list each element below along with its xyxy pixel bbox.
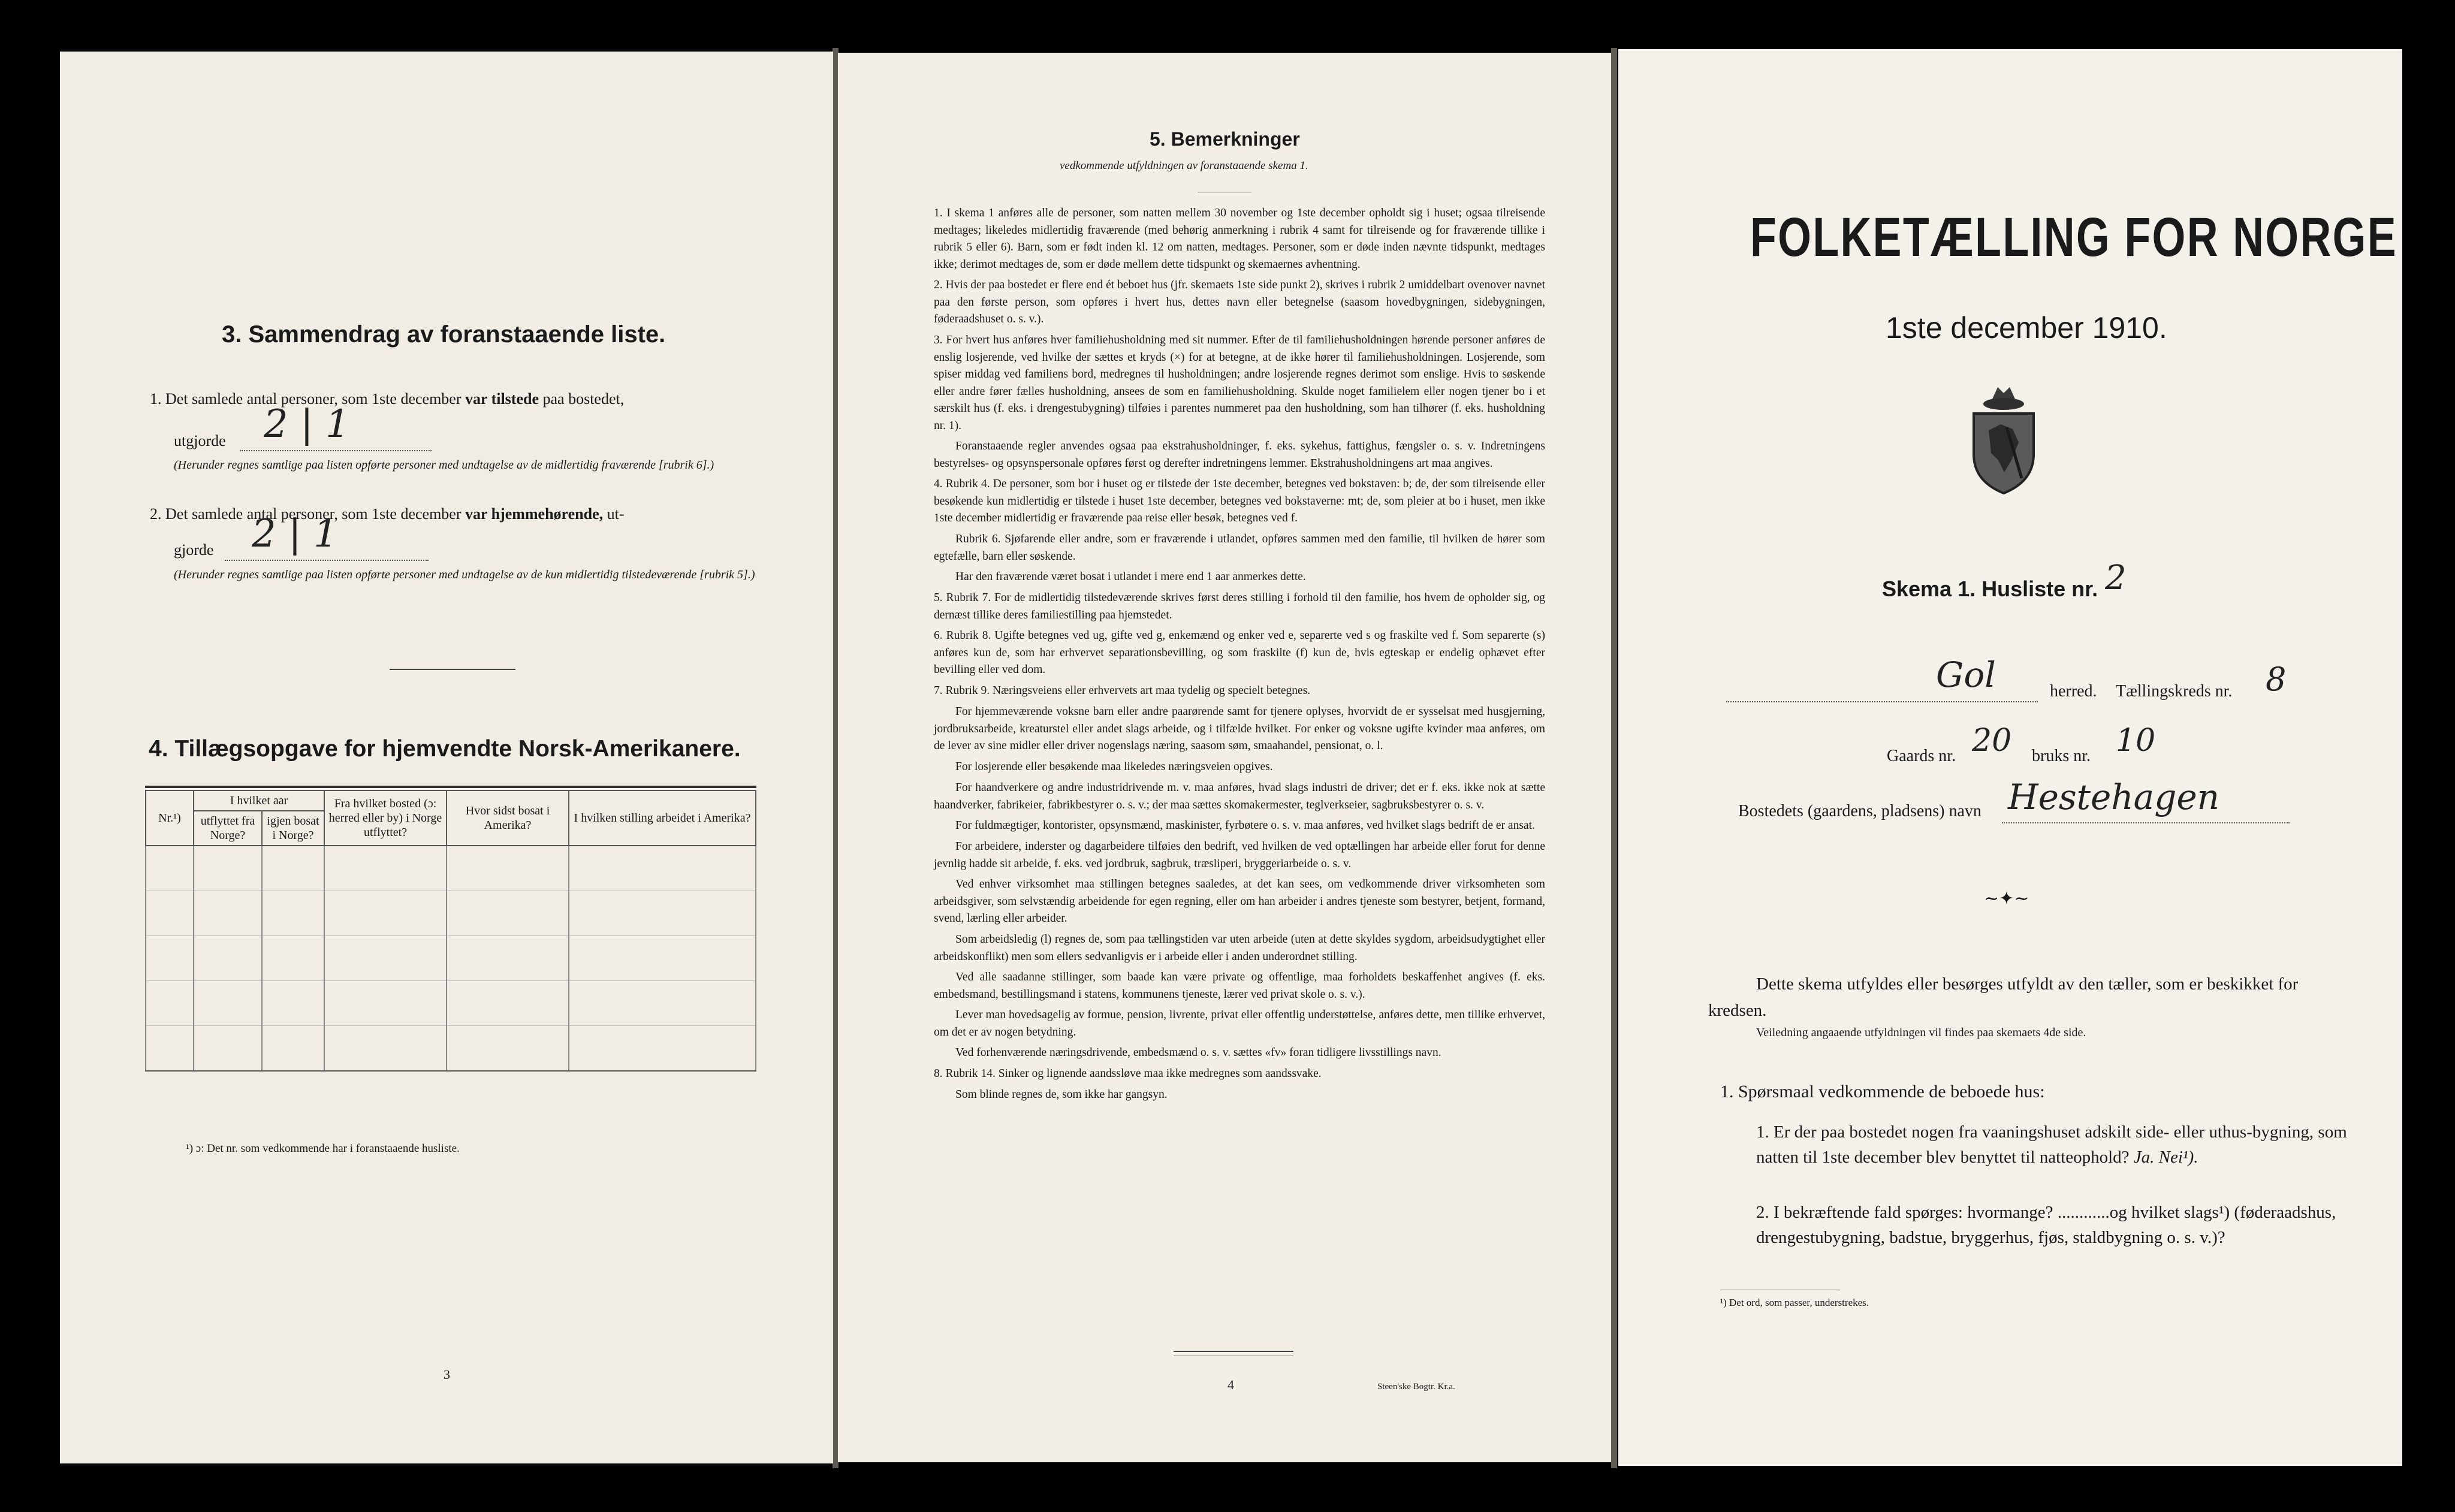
- remark-paragraph: 4. Rubrik 4. De personer, som bor i huset og er tilstede der 1ste december, betegnes ved bokstaven: b; de, der som tilreisende eller besøkende kun midlertidig er tilstede i huset 1ste december, betegnes ved bokstaverne: mt; de, som pleier at bo i huset, men ikke 1ste december midlertidig er fraværende paa reise eller besøk, betegnes ved f.: [934, 478, 1545, 524]
- remarks-title: 5. Bemerkninger: [1150, 128, 1300, 150]
- census-title: FOLKETÆLLING FOR NORGE: [1750, 207, 2397, 268]
- remark-paragraph: For arbeidere, inderster og dagarbeidere tilføies den bedrift, ved hvilken de ved optællingen har arbeide eller forut for denne jevnlig hadde sit arbeide, f. eks. ved jordbruk, sagbruk, træsliperi, bryggeriarbeide o. s. v.: [934, 840, 1545, 870]
- remark-paragraph: For losjerende eller besøkende maa likeledes næringsveien opgives.: [955, 760, 1273, 773]
- norsk-amerikanere-table: [145, 790, 756, 1072]
- table-row: [146, 936, 756, 981]
- printer-mark: Steen'ske Bogtr. Kr.a.: [1377, 1382, 1455, 1392]
- page-4: [838, 53, 1611, 1462]
- remark-paragraph: 1. I skema 1 anføres alle de personer, som natten mellem 30 november og 1ste december opholdt sig i huset; ogsaa tilreisende medtages; likeledes midlertidig fraværende (med behørig anmerkning i rubrik 4 samt for tilreisende og for fraværende tillike i rubrik 5 eller 6). Barn, som er født inden kl. 12 om natten, medtages. Personer, som er døde inden nævnte tidspunkt, medtages ikke; derimot medtages de, som er døde mellem dette tidspunkt og skemaernes avhentning.: [934, 207, 1545, 271]
- remark-paragraph: 5. Rubrik 7. For de midlertidig tilstedeværende skrives først deres stilling i forhold til den familie, hos hvem de opholder sig, og dernæst tillike deres familiestilling paa hjemstedet.: [934, 591, 1545, 621]
- item1-note: (Herunder regnes samtlige paa listen opførte personer med undtagelse av de midlertidig fraværende [rubrik 6].): [174, 458, 714, 472]
- page-3: [60, 52, 833, 1463]
- remark-paragraph: Rubrik 6. Sjøfarende eller andre, som er fraværende i utlandet, opføres sammen med den familie, til hvilken de hører som egtefælle, barn eller søskende.: [934, 533, 1545, 563]
- question-1-title: 1. Spørsmaal vedkommende de beboede hus:: [1720, 1082, 2045, 1101]
- table-row: [146, 981, 756, 1026]
- bosted-label: Bostedets (gaardens, pladsens) navn: [1738, 802, 1982, 820]
- summary-item-1-line: utgjorde: [174, 432, 226, 449]
- summary-item-1: 1. Det samlede antal personer, som 1ste december var tilstede paa bostedet,: [150, 390, 625, 408]
- page-number-4: 4: [1228, 1377, 1234, 1392]
- col-igjen: igjen bosat i Norge?: [262, 811, 324, 846]
- section3-title: 3. Sammendrag av foranstaaende liste.: [222, 321, 666, 348]
- remark-paragraph: 3. For hvert hus anføres hver familiehusholdning med sit nummer. Efter de til familiehusholdningen hørende personer anføres de enslig losjerende, ved hvilke der sættes et kryds (×) for at betegne, at de ikke hører til familiehusholdningen. Losjerende, som spiser middag ved familiens bord, medregnes til husholdningen; andre losjerende regnes derimot som enslige. Hvis to søskende eller andre fører fælles husholdning, ansees de som en familiehusholdning. Skulde noget familielem eller nogen tjener bo i et særskilt hus (f. eks. i drengestubygning) tilføies i parentes nummeret paa den husholdning, som han tilhører (f. eks. husholdning nr. 1).: [934, 334, 1545, 432]
- page-number-3: 3: [444, 1367, 450, 1382]
- remark-paragraph: For haandverkere og andre industridrivende m. v. maa anføres, hvad slags industri de driver; det er f. eks. ikke nok at sætte haandverker, fabrikeier, fabrikbestyrer o. s. v.; der maa sættes skomakermester, teglverkseier, sagbruksbestyrer o. s. v.: [934, 781, 1545, 811]
- gaards-label: Gaards nr.: [1887, 747, 1956, 765]
- remark-paragraph: For fuldmægtiger, kontorister, opsynsmænd, maskinister, fyrbøtere o. s. v. maa anføres, ved hvilket slags bedrift de er ansat.: [955, 819, 1535, 832]
- col-sidst: Hvor sidst bosat i Amerika?: [447, 790, 569, 846]
- table-row: [146, 846, 756, 891]
- remark-paragraph: Ved enhver virksomhet maa stillingen betegnes saaledes, at det kan sees, om vedkommende driver virksomheten som arbeidsgiver, som selvstændig arbeidende for egen regning, eller om han arbeider i andres tjeneste som bestyrer, betjent, formand, svend, lærling eller arbeider.: [934, 878, 1545, 925]
- question-1-1: 1. Er der paa bostedet nogen fra vaaningshuset adskilt side- eller uthus-bygning, som natten til 1ste december blev benyttet til natteophold? Ja. Nei¹).: [1756, 1122, 2347, 1167]
- item1-handwritten-value: 2 | 1: [264, 402, 350, 446]
- summary-item-2: 2. Det samlede antal personer, som 1ste december var hjemmehørende, ut-: [150, 505, 625, 523]
- page-1-cover: [1618, 49, 2402, 1466]
- bosted-value: Hestehagen: [2008, 777, 2220, 817]
- remark-paragraph: 8. Rubrik 14. Sinker og lignende aandssløve maa ikke medregnes som aandssvake.: [934, 1067, 1322, 1080]
- krets-label: Tællingskreds nr.: [2116, 682, 2233, 701]
- skema-label: Skema 1. Husliste nr.: [1882, 577, 2098, 601]
- remarks-subtitle: vedkommende utfyldningen av foranstaaende skema 1.: [1060, 159, 1308, 172]
- ornament-divider: ∼✦∼: [1984, 889, 2029, 909]
- herred-value: Gol: [1936, 654, 1996, 695]
- remark-paragraph: Som blinde regnes de, som ikke har gangsyn.: [955, 1088, 1168, 1101]
- norwegian-coat-of-arms-icon: [1965, 382, 2043, 496]
- col-utflyttet: utflyttet fra Norge?: [194, 811, 262, 846]
- remark-paragraph: Lever man hovedsagelig av formue, pension, livrente, privat eller offentlig understøttelse, anføres dette, men tillike erhvervet, om det er av nogen betydning.: [934, 1009, 1545, 1039]
- item2-handwritten-value: 2 | 1: [252, 512, 338, 556]
- remark-paragraph: For hjemmeværende voksne barn eller andre paarørende samt for tjenere oplyses, hvorvidt de er sysselsat med husgjerning, jordbruksarbeide, kreaturstel eller andet slags arbeide, og i tilfælde hvilket. For enker og voksne ugifte kvinder maa anføres, om de lever av sine midler eller driver nogenslags næring, saasom søm, smaahandel, pensionat, o. l.: [934, 705, 1545, 752]
- section4-title: 4. Tillægsopgave for hjemvendte Norsk-Amerikanere.: [149, 736, 741, 762]
- remark-paragraph: 6. Rubrik 8. Ugifte betegnes ved ug, gifte ved g, enkemænd og enker ved e, separerte ved s og fraskilte ved f. Som separerte (s) anføres kun de, som har erhvervet separationsbevilling, og som fraskilte (f) kun de, hvis egteskap er endelig ophævet efter bevilling eller ved dom.: [934, 629, 1545, 676]
- herred-label: herred.: [2050, 682, 2097, 701]
- guide-note: Veiledning angaaende utfyldningen vil findes paa skemaets 4de side.: [1756, 1026, 2086, 1039]
- gaards-value: 20: [1972, 723, 2012, 759]
- krets-value: 8: [2266, 660, 2287, 698]
- col-nr: Nr.¹): [146, 790, 194, 846]
- question-1-2: 2. I bekræftende fald spørges: hvormange? ............og hvilket slags¹) (føderaadshus, drengestubygning, badstue, bryggerhus, fjøs, staldbygning o. s. v.)?: [1756, 1203, 2336, 1247]
- table-row: [146, 891, 756, 936]
- intro-text: Dette skema utfyldes eller besørges utfyldt av den tæller, som er beskikket for kredsen.: [1708, 974, 2299, 1020]
- section-divider: [390, 669, 515, 670]
- remark-paragraph: Ved forhenværende næringsdrivende, embedsmænd o. s. v. sættes «fv» foran tidligere livsstillings navn.: [955, 1046, 1441, 1059]
- remark-paragraph: Som arbeidsledig (l) regnes de, som paa tællingstiden var uten arbeide (uten at dette skyldes sygdom, arbeidsudygtighet eller arbeidskonflikt) men som ellers sedvanligvis er i arbeide eller i anden underordnet stilling.: [934, 933, 1545, 963]
- summary-item-2-line: gjorde: [174, 541, 214, 559]
- footnote: ¹) Det ord, som passer, understrekes.: [1720, 1297, 1869, 1308]
- col-bosted: Fra hvilket bosted (ɔ: herred eller by) i Norge utflyttet?: [324, 790, 447, 846]
- bruks-value: 10: [2116, 723, 2156, 759]
- col-group-year: I hvilket aar: [194, 790, 324, 811]
- remark-paragraph: Foranstaaende regler anvendes ogsaa paa ekstrahusholdninger, f. eks. sykehus, fattighus, fængsler o. s. v. Indretningens bestyrelses- og opsynspersonale opføres først og derefter indretningens lemmer. Ekstrahusholdningens art maa angives.: [934, 440, 1545, 470]
- remark-paragraph: Har den fraværende været bosat i utlandet i mere end 1 aar anmerkes dette.: [955, 571, 1306, 583]
- remark-paragraph: Ved alle saadanne stillinger, som baade kan være private og offentlige, maa forholdets beskaffenhet angives (f. eks. embedsmand, bestillingsmand i statens, kommunens tjeneste, lærer ved privat skole o. s. v.).: [934, 971, 1545, 1001]
- census-date: 1ste december 1910.: [1886, 311, 2167, 345]
- skema-number: 2: [2105, 559, 2127, 597]
- table-row: [146, 1026, 756, 1072]
- page-fold-right: [1611, 48, 1617, 1468]
- remark-paragraph: 7. Rubrik 9. Næringsveiens eller erhvervets art maa tydelig og specielt betegnes.: [934, 684, 1311, 697]
- table-footnote: ¹) ɔ: Det nr. som vedkommende har i foranstaaende husliste.: [186, 1142, 460, 1155]
- col-stilling: I hvilken stilling arbeidet i Amerika?: [569, 790, 756, 846]
- item2-note: (Herunder regnes samtlige paa listen opførte personer med undtagelse av de kun midlertidig tilstedeværende [rubrik 5].): [174, 568, 755, 581]
- bruks-label: bruks nr.: [2032, 747, 2091, 765]
- remark-paragraph: 2. Hvis der paa bostedet er flere end ét beboet hus (jfr. skemaets 1ste side punkt 2), skrives i rubrik 2 umiddelbart ovenover navnet paa den første person, som opføres i hvert hus, dettes navn eller betegnelse (saasom hovedbygningen, sidebygningen, føderaadshuset o. s. v.).: [934, 279, 1545, 325]
